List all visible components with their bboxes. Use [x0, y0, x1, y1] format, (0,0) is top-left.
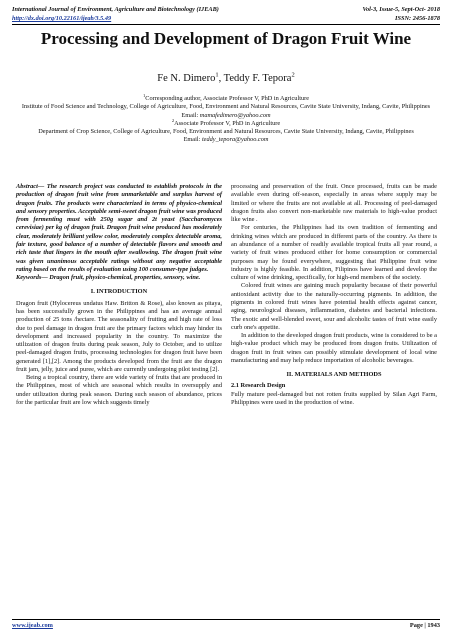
doi-header	[12, 15, 440, 23]
left-column	[16, 183, 222, 407]
affiliation-2-title: $^2$Associate Professor V, PhD in Agriculture	[171, 117, 281, 127]
footer-rule	[12, 619, 440, 620]
doi-link[interactable]: http://dx.doi.org/10.22161/ijeab/3.5.49	[12, 15, 112, 22]
right-paragraph-1: processing and preservation of the fruit. Once processed, fruits can be made available even during off-season, especially in areas where supply may be limited or where the fruits are not available at all. Processing of peel-damaged dragon fruits also convert non-marketable raw materials to high-value product like wine .	[231, 183, 437, 224]
intro-paragraph-2: Being a tropical country, there are wide variety of fruits that are produced in the Philippines, most of which are seasonal which results in oversupply and under utilization during peak season. During such season of abundance, prices for the particular fruit are low which suggests timely	[16, 374, 222, 407]
volume-issue: Vol-3, Issue-5, Sept-Oct- 2018	[362, 6, 440, 13]
affiliation-2-department: Department of Crop Science, College of Agriculture, Food, Environment and Natural Resources, Cavite State University, Indang, Cavite, Philippines	[38, 128, 414, 136]
affiliation-2-email: Email: teddy_tepora@yahoo.com	[183, 136, 269, 144]
section-heading-methods: II. MATERIALS AND METHODS	[286, 371, 382, 379]
journal-header	[12, 6, 440, 14]
right-paragraph-3: Colored fruit wines are gaining much popularity because of their powerful antioxidant activity due to the naturally-occurring pigments. In addition, the pigments in colored fruit wines have potential health effects against cancer, aging, neurological diseases, inflammation, diabetes and bacterial infections. The exotic and well-blended sweet, sour and alcoholic tastes of fruit wine easily curb one's appetite.	[231, 282, 437, 331]
issn: ISSN: 2456-1878	[395, 15, 440, 22]
affiliation-1-title: $^1$Corresponding author, Associate Professor V, PhD in Agriculture	[143, 92, 309, 102]
affiliation-2-sup: 2	[171, 117, 175, 123]
subsection-heading-design: 2.1 Research Design	[231, 382, 286, 390]
right-paragraph-4: In addition to the developed dragon fruit products, wine is considered to be a high-value product which may be produced from dragon fruits. Utilization of dragon fruit in fruit wines can possibly stimulate development of local wine manufacturing and may help reduce importation of alcoholic beverages.	[231, 332, 437, 364]
abstract: Abstract— The research project was conducted to establish protocols in the production of dragon fruit wine from unmarketable and surplus harvest of dragon fruits. The products were characterized in terms of physico-chemical and sensory properties. Acceptable semi-sweet dragon fruit wine was produced from fermenting must with 250g sugar and 2t yeast (Saccharomyces cerevisiae) per kg of dragon fruit. Dragon fruit wine produced has moderately clear, moderately brilliant yellow color, moderately complex detectable aroma, fair texture, good balance of a number of detectable flavors and smooth and rich taste that lingers in the mouth after swallowing. The dragon fruit wine was given unanimous acceptable ratings without any negative acceptable rating based on the results of evaluation using 100 consumer-type judges.	[16, 183, 222, 273]
paper-title: Processing and Development of Dragon Fruit Wine	[40, 29, 412, 48]
affiliation-1-institution: Institute of Food Science and Technology, College of Agriculture, Food, Environment and Natural Resources, Cavite State University, Indang, Cavite, Philippines	[21, 103, 431, 111]
email-link-2[interactable]: teddy_tepora@yahoo.com	[201, 136, 269, 144]
section-heading-introduction: I. INTRODUCTION	[90, 288, 148, 296]
author-line	[12, 73, 440, 85]
journal-name: International Journal of Environment, Agriculture and Biotechnology (IJEAB)	[12, 6, 219, 13]
intro-paragraph-1: Dragon fruit (Hylocereus undatus Haw. Britton & Rose), also known as pitaya, has been successfully grown in the Philippines and has an average annual production of 25 tons /hectare. The seasonality of fruiting and high rate of loss due to peel damage in dragon fruit are the primary factors which may hinder its development and increased popularity in the country. To maximize the utilization of dragon fruits during peak season, July to October, and to utilize peel-damaged dragon fruits, processing technologies for dragon fruit have been generated [1],[2]. Among the products developed from the fruit are the dragon fruit jam, jelly, juice and puree, which are currently undergoing pilot testing [2].	[16, 299, 222, 373]
affiliation-1-email: Email: mamafedimero@yahoo.com	[181, 111, 271, 119]
email-link-1[interactable]: mamafedimero@yahoo.com	[199, 111, 271, 119]
header-rule	[12, 24, 440, 25]
design-paragraph: Fully mature peel-damaged but not rotten fruits supplied by Silan Agri Farm, Philippines were used in the production of wine.	[231, 390, 437, 407]
author-2: Teddy F. Tepora	[223, 73, 292, 84]
affiliations	[14, 92, 438, 145]
author-1: Fe N. Dimero	[157, 73, 216, 84]
right-paragraph-2: For centuries, the Philippines had its own tradition of fermenting and drinking wines which are produced in different parts of the country. As there is an abundance of a number of readily available tropical fruits all year round, a variety of fruit wines produced either for home consumption or commercial purposes may be found everywhere, suggesting that Philippine fruit wine industry is highly feasible. In addition, Filipinos have learned and develop the culture of wine drinking, specifically, for high-end members of the society.	[231, 224, 437, 282]
right-column	[231, 183, 437, 407]
affiliation-1-sup: 1	[143, 92, 146, 98]
keywords: Keywords— Dragon fruit, physico-chemical, properties, sensory, wine.	[16, 274, 201, 282]
author-separator: ,	[218, 73, 224, 84]
page-number: Page | 1943	[409, 622, 440, 629]
author-2-sup: 2	[291, 71, 295, 79]
website-link[interactable]: www.ijeab.com	[12, 622, 53, 629]
author-1-sup: 1	[215, 71, 219, 79]
